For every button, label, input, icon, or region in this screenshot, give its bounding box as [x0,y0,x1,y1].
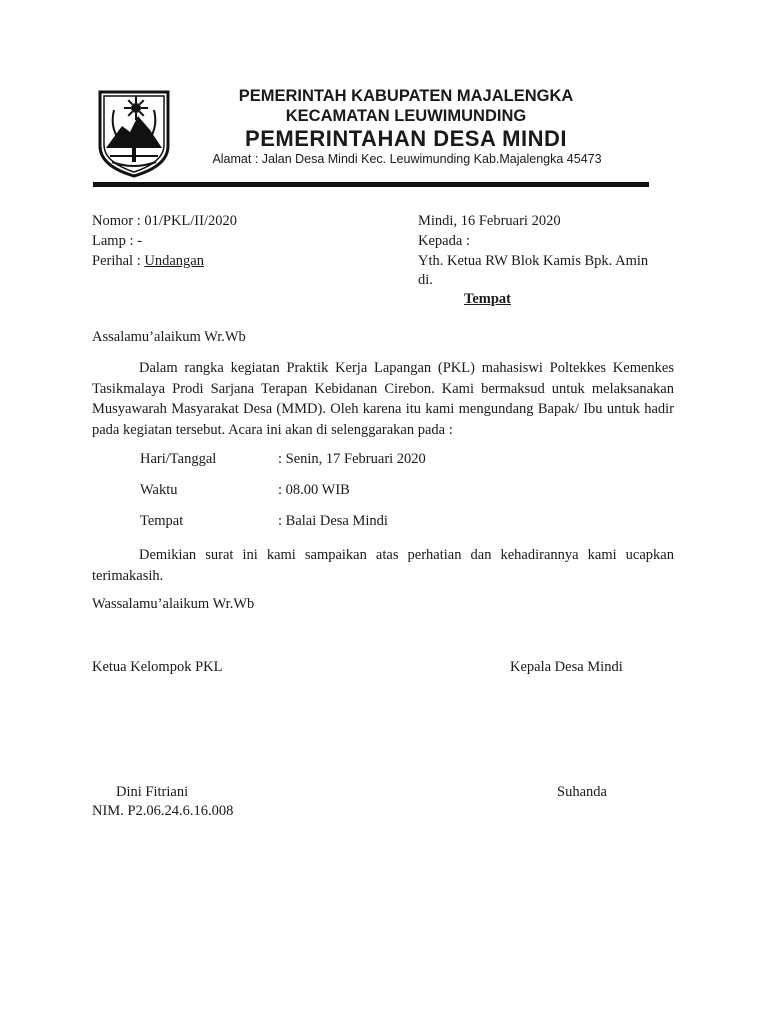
signer-right-title: Kepala Desa Mindi [510,659,623,675]
letter-subject [92,253,204,270]
detail-value-date: : Senin, 17 Februari 2020 [278,451,426,467]
signer-right-name: Suhanda [557,784,607,800]
letter-number: Nomor : 01/PKL/II/2020 [92,213,237,229]
recipient-di: di. [418,272,433,288]
detail-label-place: Tempat [140,513,184,529]
signer-left-title: Ketua Kelompok PKL [92,659,223,675]
regency-emblem-icon [92,86,176,178]
recipient-name: Yth. Ketua RW Blok Kamis Bpk. Amin [418,253,649,269]
letter-attachment: Lamp : - [92,233,142,249]
header-address: Alamat : Jalan Desa Mindi Kec. Leuwimunding Kab.Majalengka 45473 [212,152,602,166]
detail-label-date: Hari/Tanggal [140,451,217,467]
detail-label-time: Waktu [140,482,178,498]
place-date: Mindi, 16 Februari 2020 [418,213,561,229]
header-divider [93,182,649,187]
farewell: Wassalamu’alaikum Wr.Wb [92,596,255,612]
detail-value-time: : 08.00 WIB [278,482,350,498]
recipient-label: Kepada : [418,233,470,249]
closing-paragraph: Demikian surat ini kami sampaikan atas perhatian dan kehadirannya kami ucapkan terimakasih. [92,547,674,584]
detail-value-place: : Balai Desa Mindi [278,513,388,529]
subject-label: Perihal : [92,253,145,269]
signer-left-id: NIM. P2.06.24.6.16.008 [92,803,234,819]
subject-value: Undangan [144,253,204,269]
header-regency: PEMERINTAH KABUPATEN MAJALENGKA [238,87,574,105]
header-district: KECAMATAN LEUWIMUNDING [285,107,527,125]
body-paragraph: Dalam rangka kegiatan Praktik Kerja Lapangan (PKL) mahasiswi Poltekkes Kemenkes Tasikmalaya Prodi Sarjana Terapan Kebidanan Cirebon. Kami bermaksud untuk melaksanakan Musyawarah Masyarakat Desa (MMD). Oleh karena itu kami mengundang Bapak/ Ibu untuk hadir pada kegiatan tersebut. Acara ini akan di selenggarakan pada : [92,360,674,438]
header-village: PEMERINTAHAN DESA MINDI [245,126,567,151]
greeting: Assalamu’alaikum Wr.Wb [92,329,246,345]
recipient-place: Tempat [464,291,511,307]
signer-left-name: Dini Fitriani [116,784,189,800]
